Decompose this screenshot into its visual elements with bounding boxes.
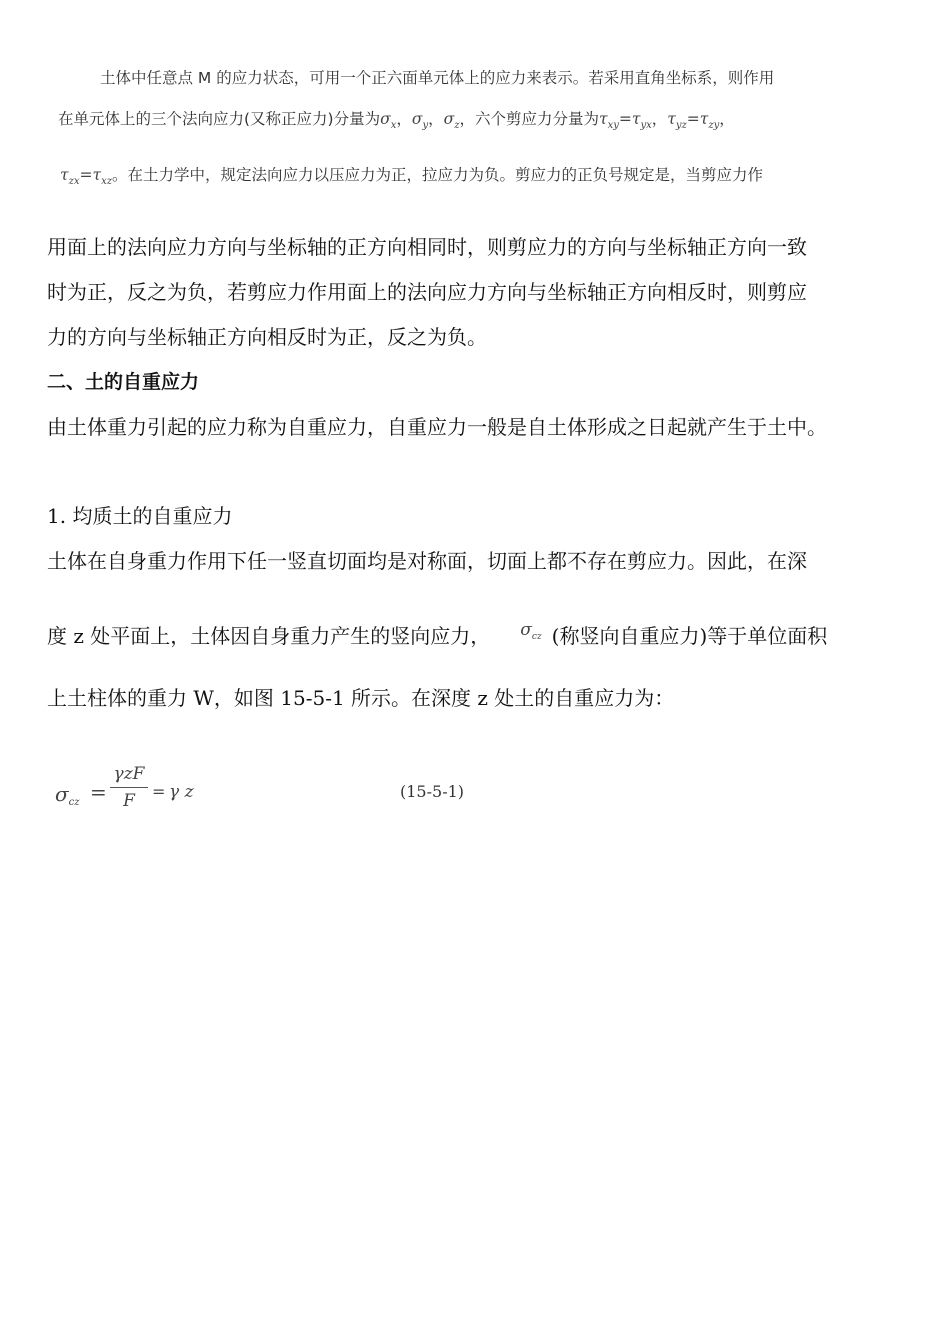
sub-yz: yz xyxy=(675,120,687,131)
section-heading: 二、土的自重应力 xyxy=(47,371,200,393)
formula-fraction xyxy=(110,764,148,811)
intro-line-1-text: 土体中任意点 M 的应力状态，可用一个正六面单元体上的应力来表示。若采用直角坐标系，则作用 xyxy=(100,69,775,87)
paragraph-3-line-2-b: (称竖向自重应力)等于单位面积 xyxy=(551,624,828,648)
tau-symbol: τ xyxy=(667,110,676,128)
formula-lhs xyxy=(55,782,80,808)
comma: ， xyxy=(459,110,476,128)
paragraph-3-line-2 xyxy=(47,620,907,650)
paragraph-1-line-2: 时为正，反之为负，若剪应力作用面上的法向应力方向与坐标轴正方向相反时，则剪应 xyxy=(47,280,807,304)
sub-y: y xyxy=(422,120,429,131)
sigma-cz-symbol xyxy=(520,620,541,640)
intro-line-3-text: 。在土力学中，规定法向应力以压应力为正，拉应力为负。剪应力的正负号规定是，当剪应力作 xyxy=(112,166,764,184)
intro-line-2-text: 在单元体上的三个法向应力(又称正应力)分量为 xyxy=(58,110,381,128)
paragraph-1-line-1: 用面上的法向应力方向与坐标轴的正方向相同时，则剪应力的方向与坐标轴正方向一致 xyxy=(47,235,807,259)
formula-denominator: F xyxy=(123,791,135,811)
sigma-symbol: σ xyxy=(55,782,69,806)
tau-symbol: τ xyxy=(599,110,608,128)
sigma-x xyxy=(380,110,397,131)
tau-yx xyxy=(631,110,652,131)
tau-symbol: τ xyxy=(60,166,69,184)
tau-xz xyxy=(92,166,113,187)
formula-number: (15-5-1) xyxy=(400,782,465,801)
formula-15-5-1 xyxy=(55,760,555,830)
sub-cz: cz xyxy=(531,632,542,642)
sigma-symbol: σ xyxy=(411,110,423,128)
formula-equals-1: = xyxy=(90,780,107,804)
comma: ， xyxy=(396,110,412,128)
sub-z: z xyxy=(454,120,460,131)
paragraph-3-line-1: 土体在自身重力作用下任一竖直切面均是对称面，切面上都不存在剪应力。因此，在深 xyxy=(47,549,807,573)
paragraph-1-line-3: 力的方向与坐标轴正方向相反时为正，反之为负。 xyxy=(47,325,487,349)
six-shear-text: 六个剪应力分量为 xyxy=(475,110,600,128)
tau-yz xyxy=(667,110,687,131)
tau-symbol: τ xyxy=(699,110,709,128)
sub-zy: zy xyxy=(708,120,720,131)
sigma-symbol: σ xyxy=(443,110,455,128)
sub-yx: yx xyxy=(640,120,652,131)
sub-x: x xyxy=(390,120,397,131)
sub-zx: zx xyxy=(68,176,80,187)
tau-symbol: τ xyxy=(92,166,102,184)
intro-line-2 xyxy=(58,107,938,131)
comma: ， xyxy=(719,110,735,128)
formula-rhs: γ z xyxy=(169,782,194,802)
comma: ， xyxy=(428,110,444,128)
tau-xy xyxy=(599,110,619,131)
sub-xz: xz xyxy=(101,176,112,187)
formula-equals-2: = xyxy=(152,782,166,801)
tau-zx xyxy=(60,166,80,187)
sub-xy: xy xyxy=(607,120,619,131)
sigma-z xyxy=(443,110,460,131)
sigma-symbol: σ xyxy=(520,620,532,640)
equals: = xyxy=(618,110,632,128)
equals: = xyxy=(686,110,700,128)
fraction-bar xyxy=(110,787,148,788)
tau-symbol: τ xyxy=(631,110,641,128)
tau-zy xyxy=(699,110,720,131)
sub-cz: cz xyxy=(68,797,80,808)
sigma-y xyxy=(411,110,429,131)
paragraph-3-line-2-a: 度 z 处平面上，土体因自身重力产生的竖向应力， xyxy=(47,624,491,648)
paragraph-2: 由土体重力引起的应力称为自重应力，自重应力一般是自土体形成之日起就产生于土中。 xyxy=(47,415,827,439)
paragraph-3-line-3: 上土柱体的重力 W，如图 15-5-1 所示。在深度 z 处土的自重应力为： xyxy=(47,686,675,710)
comma: ， xyxy=(651,110,668,128)
intro-line-3 xyxy=(60,163,940,187)
equals: = xyxy=(79,166,93,184)
intro-line-1 xyxy=(100,66,950,88)
formula-numerator: γzF xyxy=(113,764,145,784)
subsection-heading: 1. 均质土的自重应力 xyxy=(47,504,233,528)
sigma-symbol: σ xyxy=(380,110,391,128)
